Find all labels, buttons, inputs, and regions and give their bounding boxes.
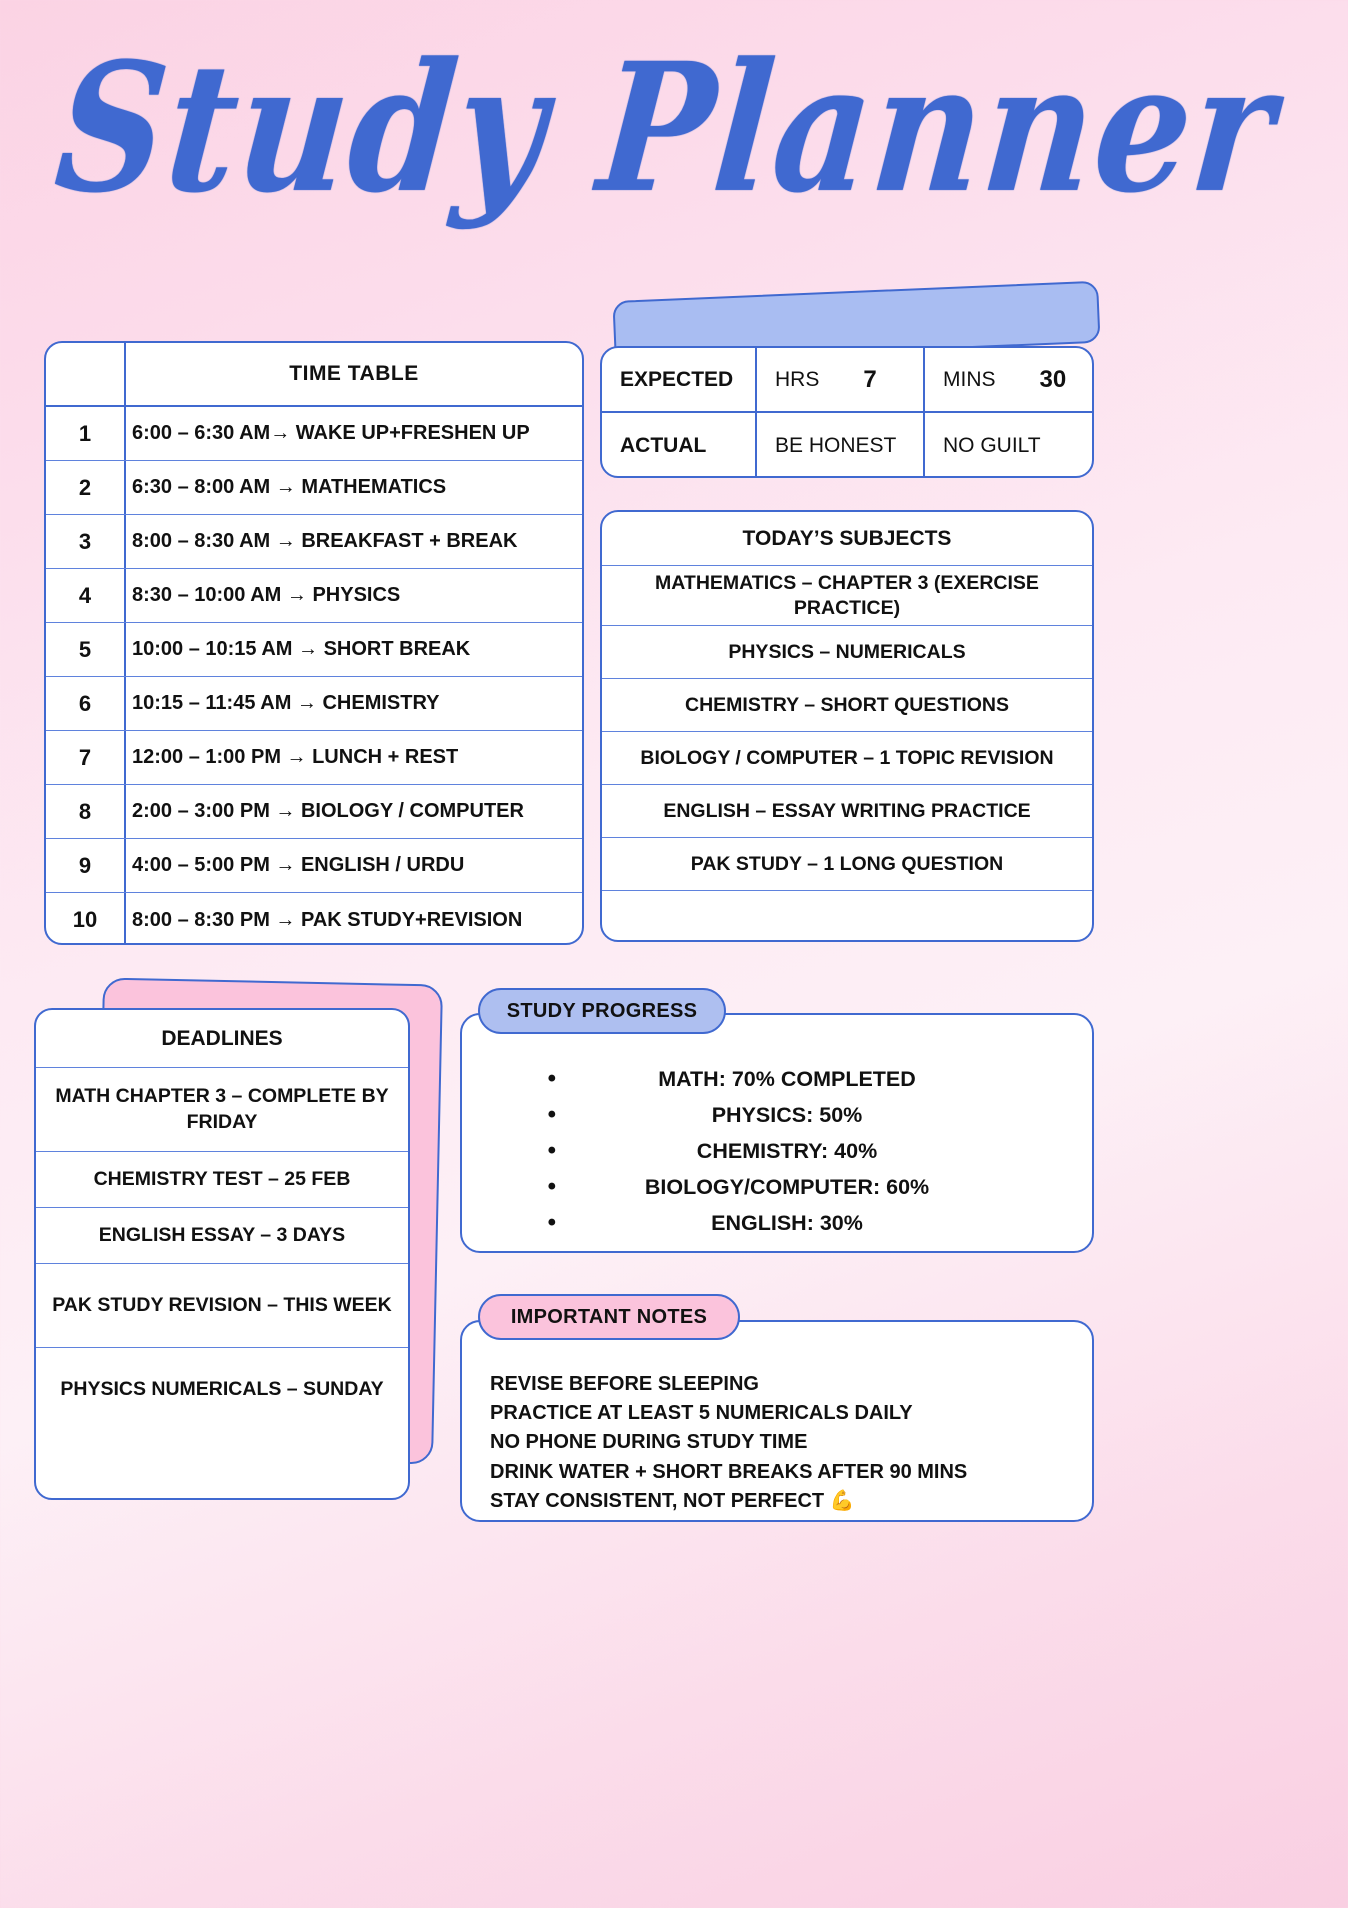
- table-row: [46, 569, 582, 623]
- timetable-row-text: 10:00 – 10:15 AM → SHORT BREAK: [132, 638, 471, 660]
- table-row: [46, 839, 582, 893]
- list-item: MATHEMATICS – CHAPTER 3 (EXERCISE PRACTICE): [602, 566, 1092, 626]
- timetable-row-text: 8:30 – 10:00 AM → PHYSICS: [132, 584, 401, 606]
- expected-mins-cell: [925, 348, 1092, 411]
- deadlines-card: [34, 1008, 410, 1500]
- list-item: STAY CONSISTENT, NOT PERFECT 💪: [490, 1489, 855, 1512]
- hrs-value[interactable]: 7: [863, 365, 877, 393]
- table-row: [46, 893, 582, 945]
- bullet-icon: •: [547, 1137, 556, 1164]
- timetable-row-number: 6: [46, 677, 126, 730]
- table-row: [46, 515, 582, 569]
- todays-subjects-header: TODAY’S SUBJECTS: [602, 512, 1092, 566]
- table-row: [46, 731, 582, 785]
- list-item: [462, 1133, 1092, 1169]
- timetable-header-index-cell: [46, 343, 126, 405]
- actual-row: [602, 413, 1092, 478]
- actual-label: ACTUAL: [602, 413, 757, 478]
- timetable-row-text: 12:00 – 1:00 PM → LUNCH + REST: [132, 746, 459, 768]
- timetable-row-text: 6:00 – 6:30 AM→ WAKE UP+FRESHEN UP: [132, 422, 530, 444]
- list-item: DRINK WATER + SHORT BREAKS AFTER 90 MINS: [490, 1460, 968, 1483]
- list-item: PAK STUDY – 1 LONG QUESTION: [602, 838, 1092, 891]
- bullet-icon: •: [547, 1173, 556, 1200]
- progress-item-text: ENGLISH: 30%: [711, 1210, 863, 1235]
- important-notes-header-pill: IMPORTANT NOTES: [478, 1294, 740, 1340]
- list-item: CHEMISTRY – SHORT QUESTIONS: [602, 679, 1092, 732]
- expected-row: [602, 348, 1092, 413]
- timetable-row-number: 7: [46, 731, 126, 784]
- timetable-row-number: 8: [46, 785, 126, 838]
- list-item: BIOLOGY / COMPUTER – 1 TOPIC REVISION: [602, 732, 1092, 785]
- timetable-row-text: 10:15 – 11:45 AM → CHEMISTRY: [132, 692, 440, 714]
- hours-card: [600, 346, 1094, 478]
- table-row: [46, 407, 582, 461]
- page-title: Study Planner: [48, 24, 1284, 233]
- progress-item-text: BIOLOGY/COMPUTER: 60%: [644, 1174, 930, 1199]
- hrs-label: HRS: [775, 367, 820, 391]
- study-progress-card: [460, 1013, 1094, 1253]
- timetable-row-number: 4: [46, 569, 126, 622]
- list-item: [462, 1205, 1092, 1241]
- table-row: [46, 677, 582, 731]
- deadlines-header: DEADLINES: [36, 1010, 408, 1068]
- todays-subjects-card: [600, 510, 1094, 942]
- list-item: MATH CHAPTER 3 – COMPLETE BY FRIDAY: [36, 1068, 408, 1152]
- expected-label: EXPECTED: [602, 348, 757, 411]
- list-item: REVISE BEFORE SLEEPING: [490, 1373, 759, 1395]
- study-progress-list: [462, 1015, 1092, 1241]
- timetable-row-number: 2: [46, 461, 126, 514]
- timetable-row-number: 3: [46, 515, 126, 568]
- page-title-wrap: [0, 24, 1348, 233]
- progress-item-text: CHEMISTRY: 40%: [696, 1138, 878, 1163]
- timetable-row-number: 5: [46, 623, 126, 676]
- timetable-header-row: [46, 343, 582, 407]
- mins-value[interactable]: 30: [1039, 365, 1067, 393]
- timetable-row-text: 4:00 – 5:00 PM → ENGLISH / URDU: [132, 854, 465, 876]
- progress-item-text: PHYSICS: 50%: [711, 1102, 863, 1127]
- important-notes-list: [462, 1322, 1092, 1516]
- list-item: PAK STUDY REVISION – THIS WEEK: [36, 1264, 408, 1348]
- timetable-row-text: 8:00 – 8:30 PM → PAK STUDY+REVISION: [132, 908, 523, 931]
- timetable-row-number: 1: [46, 407, 126, 460]
- timetable-row-text: 8:00 – 8:30 AM → BREAKFAST + BREAK: [132, 530, 518, 552]
- actual-be-honest-text[interactable]: BE HONEST: [757, 413, 925, 478]
- list-item: PHYSICS – NUMERICALS: [602, 626, 1092, 679]
- list-item: CHEMISTRY TEST – 25 FEB: [36, 1152, 408, 1208]
- bullet-icon: •: [547, 1065, 556, 1092]
- list-item: [462, 1097, 1092, 1133]
- study-progress-header-pill: STUDY PROGRESS: [478, 988, 726, 1034]
- list-item: ENGLISH – ESSAY WRITING PRACTICE: [602, 785, 1092, 838]
- bullet-icon: •: [547, 1101, 556, 1128]
- timetable-row-text: 6:30 – 8:00 AM → MATHEMATICS: [132, 476, 447, 498]
- timetable-row-number: 9: [46, 839, 126, 892]
- actual-no-guilt-text[interactable]: NO GUILT: [943, 433, 1041, 457]
- mins-label: MINS: [943, 367, 996, 391]
- timetable-row-number: 10: [46, 893, 126, 945]
- list-item: NO PHONE DURING STUDY TIME: [490, 1431, 808, 1454]
- bullet-icon: •: [547, 1209, 556, 1236]
- expected-hrs-cell: [757, 348, 925, 411]
- progress-item-text: MATH: 70% COMPLETED: [658, 1066, 916, 1091]
- table-row: [46, 785, 582, 839]
- timetable-row-text: 2:00 – 3:00 PM → BIOLOGY / COMPUTER: [132, 800, 524, 822]
- list-item: ENGLISH ESSAY – 3 DAYS: [36, 1208, 408, 1264]
- list-item: PHYSICS NUMERICALS – SUNDAY: [60, 1378, 384, 1401]
- table-row: [46, 623, 582, 677]
- timetable-card: [44, 341, 584, 945]
- list-item: [462, 1061, 1092, 1097]
- important-notes-card: [460, 1320, 1094, 1522]
- list-item: PRACTICE AT LEAST 5 NUMERICALS DAILY: [490, 1402, 913, 1425]
- list-item: [462, 1169, 1092, 1205]
- timetable-header-label: TIME TABLE: [289, 362, 419, 385]
- table-row: [46, 461, 582, 515]
